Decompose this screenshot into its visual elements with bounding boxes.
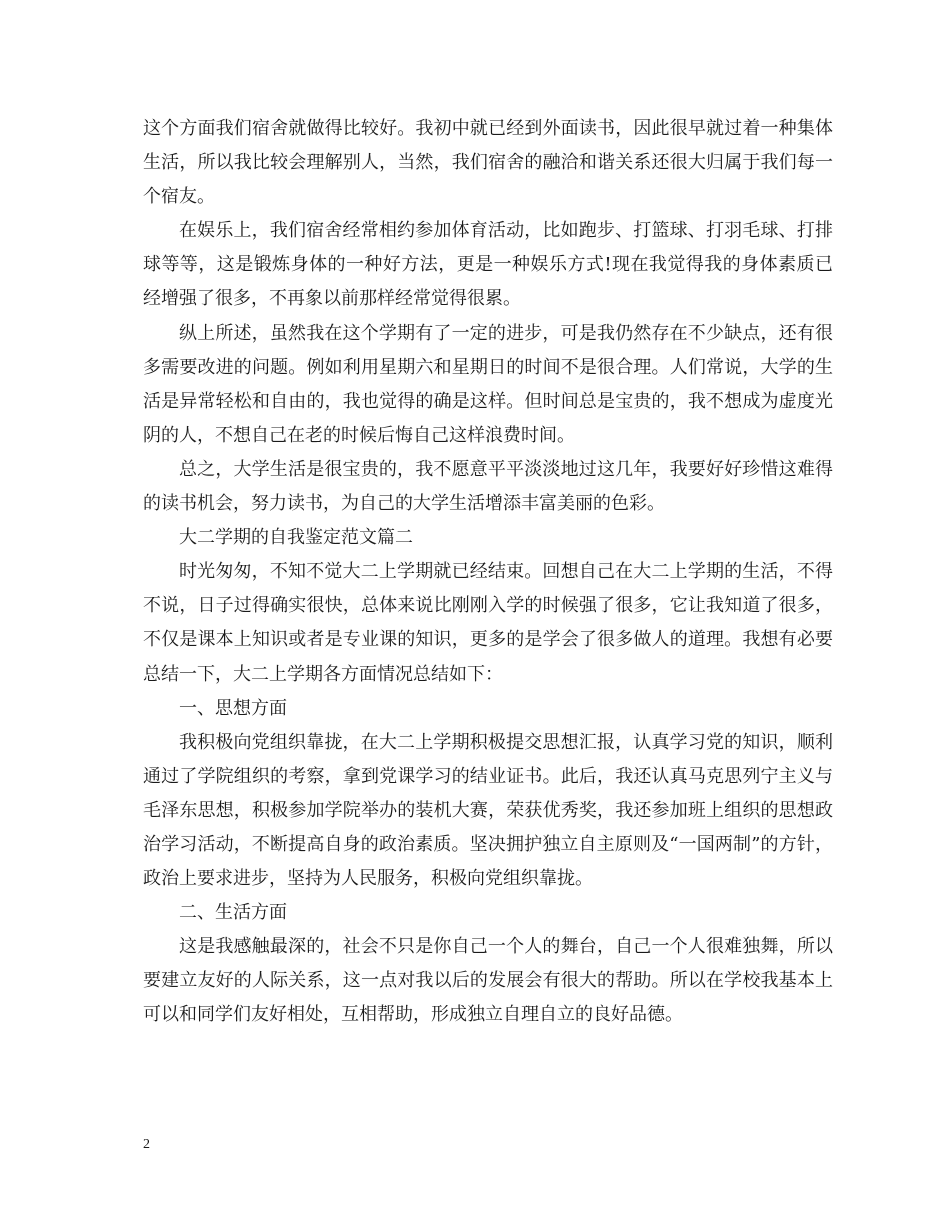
paragraph: 总之，大学生活是很宝贵的，我不愿意平平淡淡地过这几年，我要好好珍惜这难得的读书机会，努力读书，为自己的大学生活增添丰富美丽的色彩。: [143, 458, 833, 515]
paragraph: 在娱乐上，我们宿舍经常相约参加体育活动，比如跑步、打篮球、打羽毛球、打排球等等，这是锻炼身体的一种好方法，更是一种娱乐方式!现在我觉得我的身体素质已经增强了很多，不再象以前那样经常觉得很累。: [143, 220, 833, 310]
paragraph: 这个方面我们宿舍就做得比较好。我初中就已经到外面读书，因此很早就过着一种集体生活，所以我比较会理解别人，当然，我们宿舍的融洽和谐关系还很大归属于我们每一个宿友。: [143, 118, 833, 208]
section-heading: 大二学期的自我鉴定范文篇二: [179, 527, 413, 549]
section-heading: 一、思想方面: [179, 697, 287, 719]
paragraph: 我积极向党组织靠拢，在大二上学期积极提交思想汇报，认真学习党的知识，顺利通过了学院组织的考察，拿到党课学习的结业证书。此后，我还认真马克思列宁主义与毛泽东思想，积极参加学院举办的装机大赛，荣获优秀奖，我还参加班上组织的思想政治学习活动，不断提高自身的政治素质。坚决拥护独立自主原则及“一国两制”的方针，政治上要求进步，坚持为人民服务，积极向党组织靠拢。: [143, 731, 833, 890]
section-heading: 二、生活方面: [179, 902, 287, 924]
paragraph: 纵上所述，虽然我在这个学期有了一定的进步，可是我仍然存在不少缺点，还有很多需要改进的问题。例如利用星期六和星期日的时间不是很合理。人们常说，大学的生活是异常轻松和自由的，我也觉得的确是这样。但时间总是宝贵的，我不想成为虚度光阴的人，不想自己在老的时候后悔自己这样浪费时间。: [143, 322, 833, 446]
paragraph: 这是我感触最深的，社会不只是你自己一个人的舞台，自己一个人很难独舞，所以要建立友好的人际关系，这一点对我以后的发展会有很大的帮助。所以在学校我基本上可以和同学们友好相处，互相帮助，形成独立自理自立的良好品德。: [143, 936, 833, 1026]
page-number: 2: [143, 1137, 150, 1152]
document-body: [143, 112, 833, 1033]
paragraph: 时光匆匆，不知不觉大二上学期就已经结束。回想自己在大二上学期的生活，不得不说，日子过得确实很快，总体来说比刚刚入学的时候强了很多，它让我知道了很多，不仅是课本上知识或者是专业课的知识，更多的是学会了很多做人的道理。我想有必要总结一下，大二上学期各方面情况总结如下：: [143, 561, 833, 685]
